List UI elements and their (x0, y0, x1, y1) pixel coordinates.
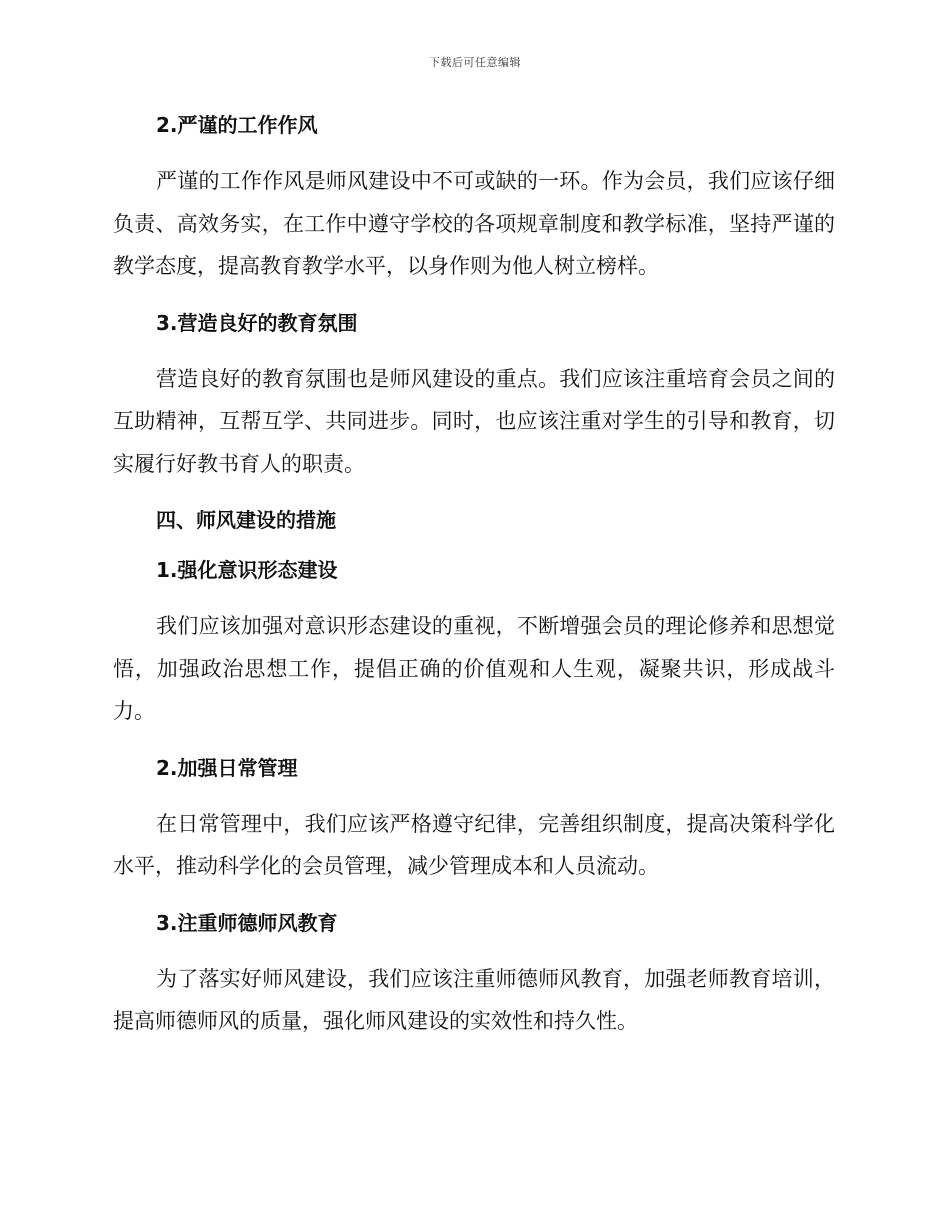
chapter-heading: 四、师风建设的措施 (156, 508, 336, 532)
section-heading: 2.加强日常管理 (156, 755, 298, 780)
document-body (113, 110, 835, 1043)
page-header: 下载后可任意编辑 (429, 56, 521, 69)
section-paragraph: 为了落实好师风建设，我们应该注重师德师风教育，加强老师教育培训，提高师德师风的质量，强化师风建设的实效性和持久性。 (113, 966, 835, 1033)
section-heading: 3.营造良好的教育氛围 (156, 310, 358, 335)
section-paragraph: 我们应该加强对意识形态建设的重视，不断增强会员的理论修养和思想觉悟，加强政治思想工作，提倡正确的价值观和人生观，凝聚共识，形成战斗力。 (113, 614, 835, 723)
section-paragraph: 严谨的工作作风是师风建设中不可或缺的一环。作为会员，我们应该仔细负责、高效务实，在工作中遵守学校的各项规章制度和教学标准，坚持严谨的教学态度，提高教育教学水平，以身作则为他人树立榜样。 (113, 169, 835, 278)
section-heading: 2.严谨的工作作风 (156, 113, 318, 137)
section-paragraph: 在日常管理中，我们应该严格遵守纪律，完善组织制度，提高决策科学化水平，推动科学化的会员管理，减少管理成本和人员流动。 (113, 811, 835, 878)
section-heading: 1.强化意识形态建设 (156, 558, 338, 582)
section-paragraph: 营造良好的教育氛围也是师风建设的重点。我们应该注重培育会员之间的互助精神，互帮互学、共同进步。同时，也应该注重对学生的引导和教育，切实履行好教书育人的职责。 (113, 366, 835, 476)
section-heading: 3.注重师德师风教育 (156, 910, 338, 935)
